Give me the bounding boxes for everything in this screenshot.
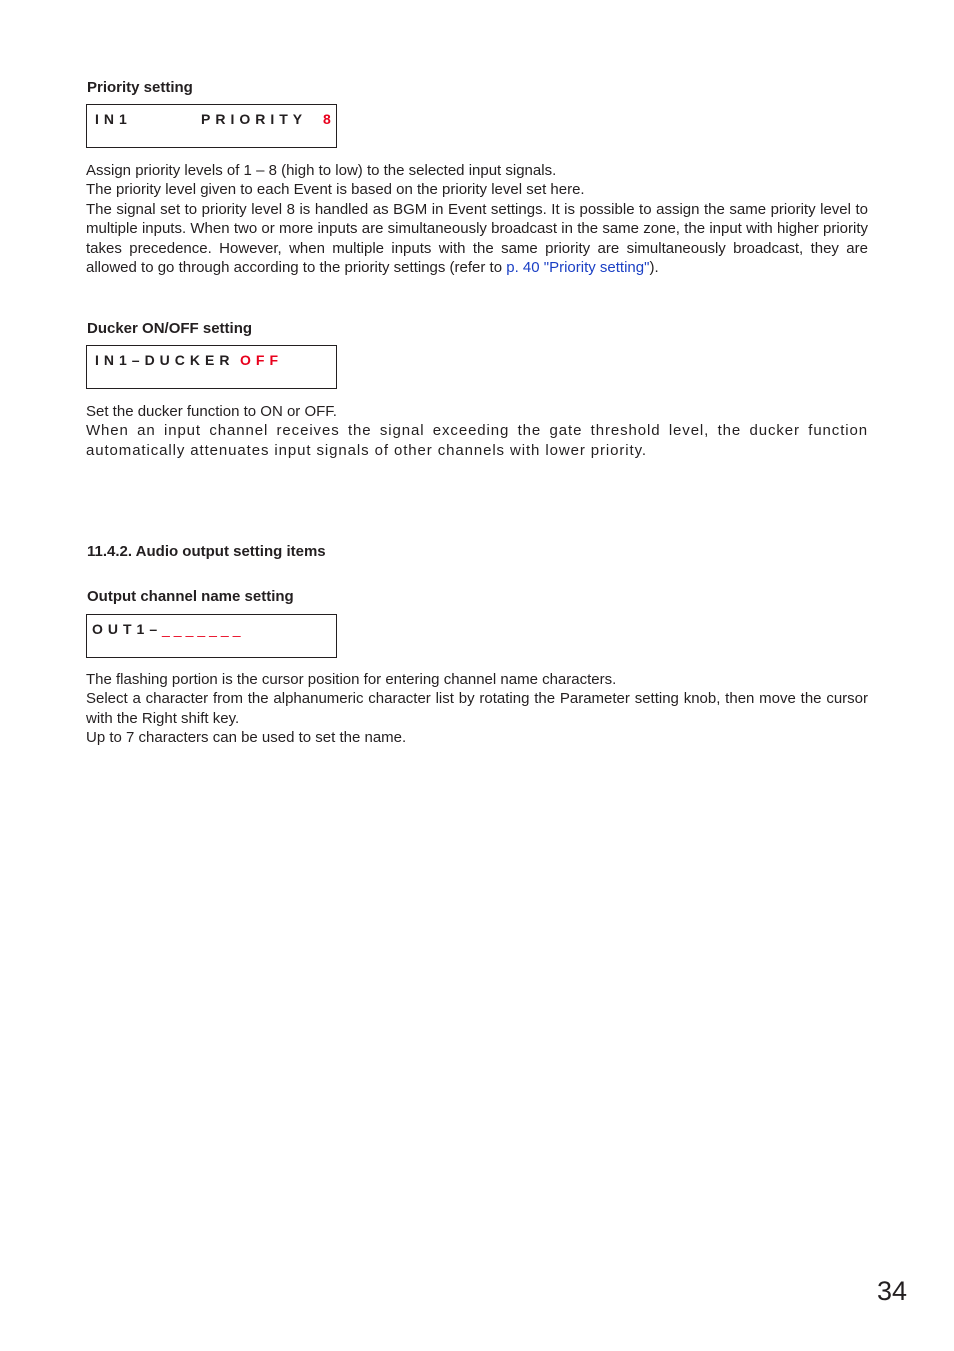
output-desc-line3: Up to 7 characters can be used to set the name.	[86, 729, 407, 747]
priority-lcd-input: IN1	[95, 111, 132, 127]
priority-lcd-display	[86, 104, 337, 148]
output-desc-line2: Select a character from the alphanumeric character list by rotating the Parameter setting knob, then move the cursor with the Right shift key.	[86, 690, 868, 727]
ducker-lcd-display	[86, 345, 337, 389]
output-name-heading: Output channel name setting	[87, 588, 294, 605]
section-heading: 11.4.2. Audio output setting items	[87, 543, 326, 560]
output-name-lcd-label: OUT1–	[92, 621, 163, 637]
ducker-description	[86, 402, 868, 460]
output-desc-line1: The flashing portion is the cursor position for entering channel name characters.	[86, 671, 617, 688]
priority-desc-line1: Assign priority levels of 1 – 8 (high to low) to the selected input signals.	[86, 162, 557, 179]
output-name-lcd-display	[86, 614, 337, 658]
priority-desc-line3	[86, 200, 868, 278]
priority-lcd-label: PRIORITY	[201, 111, 308, 127]
priority-description	[86, 161, 868, 277]
ducker-desc-line1: Set the ducker function to ON or OFF.	[86, 403, 337, 420]
ducker-desc-line2: When an input channel receives the signal exceeding the gate threshold level, the ducker function automatically attenuates input signals of other channels with lower priority.	[86, 422, 868, 459]
page-number: 34	[877, 1276, 908, 1306]
output-name-lcd-cursor: _______	[162, 621, 245, 637]
ducker-lcd-label: IN1–DUCKER	[95, 352, 235, 368]
priority-desc-text: The signal set to priority level 8 is handled as BGM in Event settings. It is possible to assign the same priority level to multiple inputs. When two or more inputs are simultaneously broadcast in the same zone, the input with higher priority takes precedence. However, when multiple inputs with the same priority are simultaneously broadcast, they are allowed to go through according to the priority settings (refer to	[86, 200, 868, 277]
priority-heading: Priority setting	[87, 79, 193, 96]
ducker-lcd-value: OFF	[240, 352, 283, 368]
priority-setting-link[interactable]: p. 40 "Priority setting"	[506, 259, 650, 277]
priority-lcd-value: 8	[323, 111, 336, 127]
priority-desc-end: ).	[649, 259, 659, 277]
priority-desc-line2: The priority level given to each Event is based on the priority level set here.	[86, 181, 585, 199]
output-name-description	[86, 670, 868, 748]
ducker-heading: Ducker ON/OFF setting	[87, 320, 253, 337]
